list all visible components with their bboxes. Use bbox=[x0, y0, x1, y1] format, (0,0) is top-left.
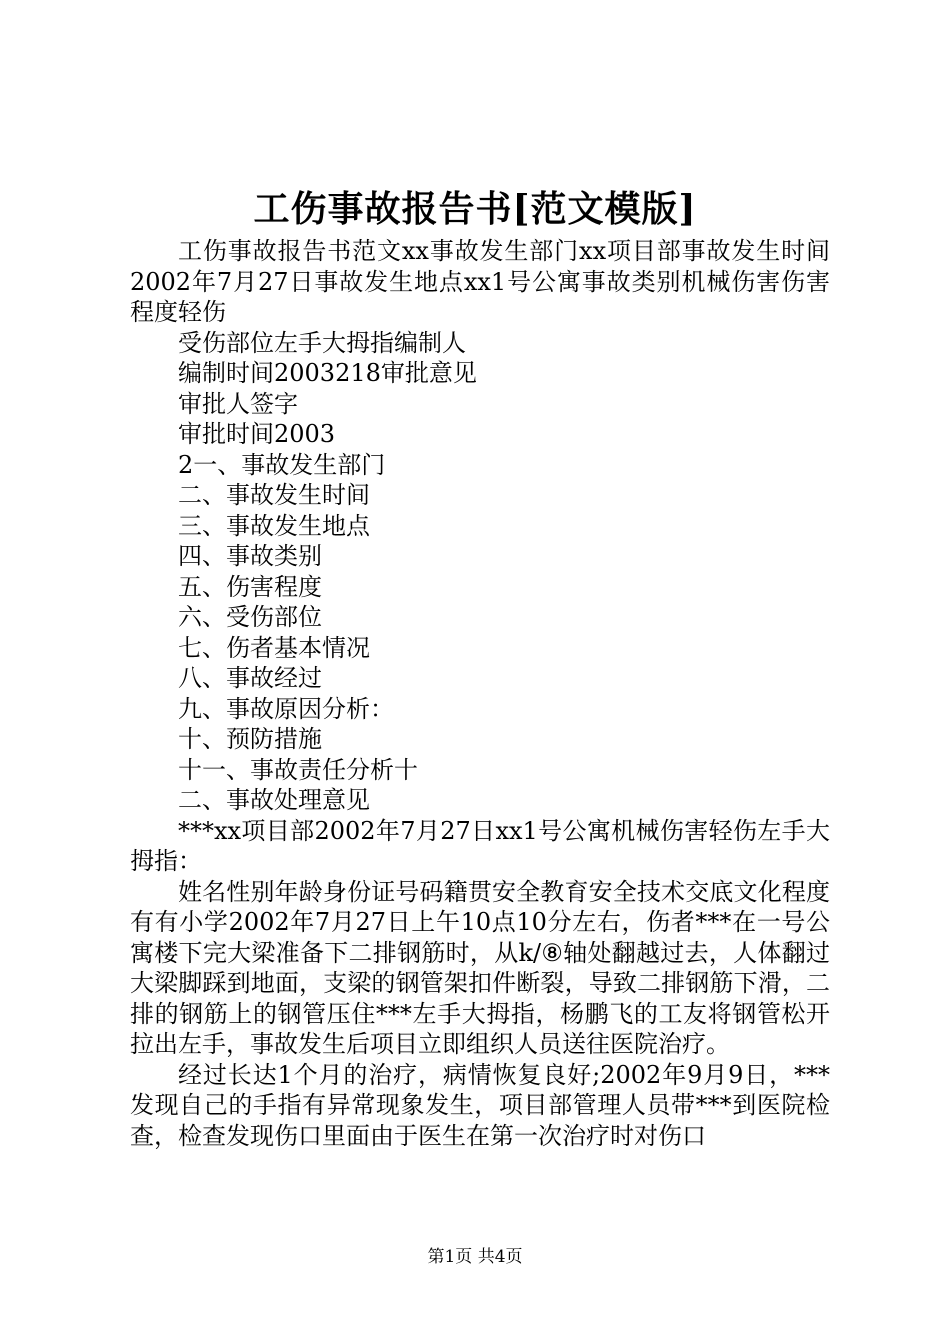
paragraph: 编制时间2003218审批意见 bbox=[178, 359, 477, 387]
section-heading: 六、受伤部位 bbox=[178, 603, 322, 631]
paragraph: 工伤事故报告书范文xx事故发生部门xx项目部事故发生时间2002年7月27日事故发生地点xx1号公寓事故类别机械伤害伤害程度轻伤 bbox=[130, 237, 830, 326]
paragraph: ***xx项目部2002年7月27日xx1号公寓机械伤害轻伤左手大拇指： bbox=[130, 816, 830, 875]
paragraph: 经过长达1个月的治疗，病情恢复良好;2002年9月9日，***发现自己的手指有异常现象发生，项目部管理人员带***到医院检查，检查发现伤口里面由于医生在第一次治疗时对伤口 bbox=[130, 1060, 830, 1150]
section-heading: 三、事故发生地点 bbox=[178, 511, 370, 540]
document-body bbox=[130, 236, 830, 1151]
section-heading: 十、预防措施 bbox=[178, 725, 322, 753]
paragraph: 姓名性别年龄身份证号码籍贯安全教育安全技术交底文化程度有有小学2002年7月27日上午10点10分左右，伤者***在一号公寓楼下完大梁准备下二排钢筋时，从k/⑧轴处翻越过去，人体翻过大梁脚踩到地面，支梁的钢管架扣件断裂，导致二排钢筋下滑，二排的钢筋上的钢管压住***左手大拇指，杨鹏飞的工友将钢管松开拉出左手，事故发生后项目立即组织人员送往医院治疗。 bbox=[130, 877, 830, 1058]
section-heading: 2一、事故发生部门 bbox=[178, 450, 386, 479]
document-title: 工伤事故报告书[范文模版] bbox=[253, 188, 697, 230]
section-heading: 四、事故类别 bbox=[178, 542, 322, 570]
section-heading: 二、事故处理意见 bbox=[178, 786, 370, 814]
paragraph: 审批人签字 bbox=[178, 389, 298, 418]
page-footer: 第1页 共4页 bbox=[427, 1247, 523, 1267]
section-heading: 十一、事故责任分析十 bbox=[178, 755, 418, 784]
section-heading: 九、事故原因分析： bbox=[178, 694, 394, 723]
section-heading: 五、伤害程度 bbox=[178, 572, 322, 601]
paragraph: 受伤部位左手大拇指编制人 bbox=[178, 328, 466, 357]
section-heading: 八、事故经过 bbox=[178, 664, 322, 692]
section-heading: 七、伤者基本情况 bbox=[178, 633, 370, 662]
paragraph: 审批时间2003 bbox=[178, 420, 336, 448]
section-heading: 二、事故发生时间 bbox=[178, 481, 370, 509]
